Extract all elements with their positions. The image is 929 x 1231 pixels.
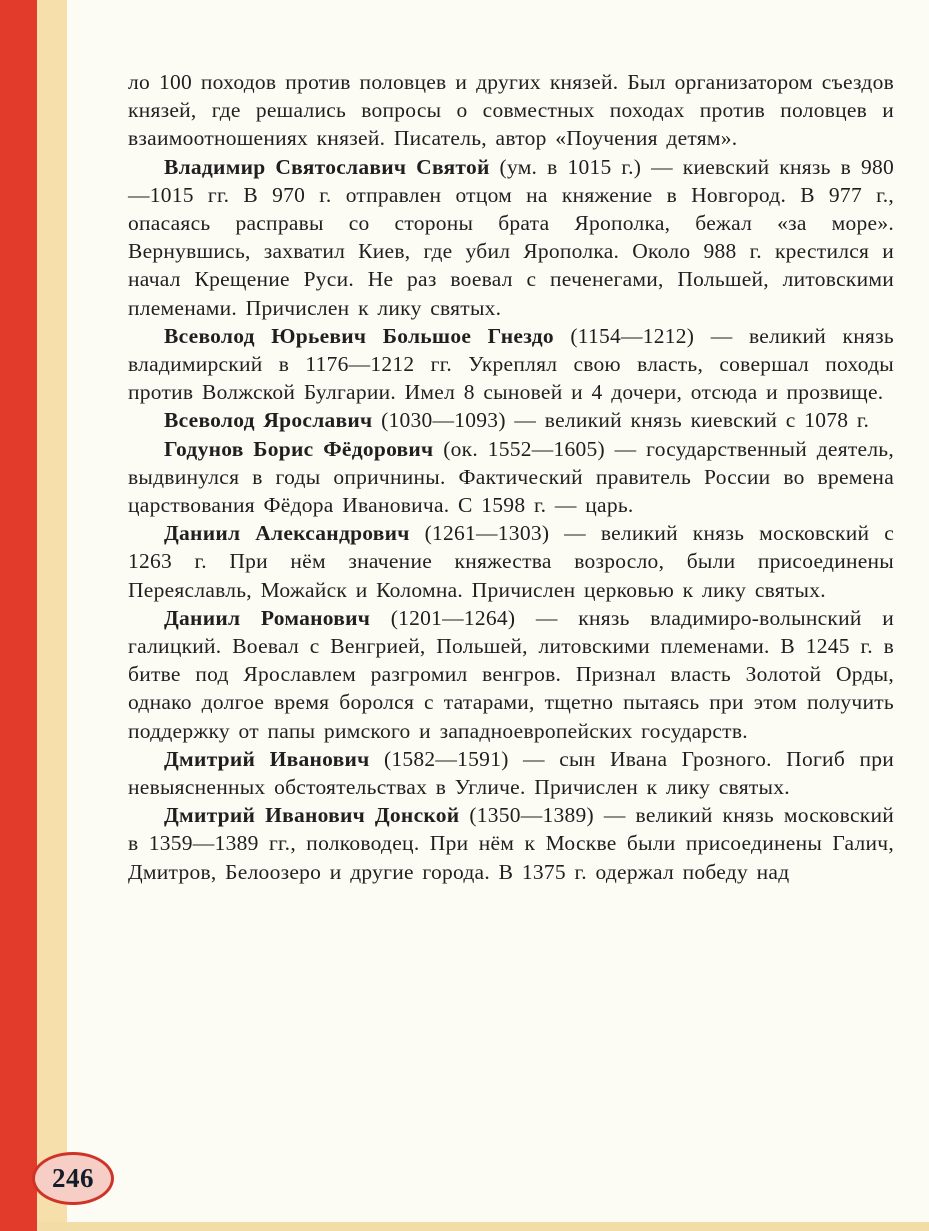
- bottom-cream-band: [37, 1222, 929, 1231]
- entry-name: Всеволод Ярославич: [164, 408, 373, 433]
- entry-text: (1154—1212) — великий князь владимирский в 1176—1212 гг. Укреплял свою власть, совершал походы против Волжской Булгарии. Имел 8 сыновей и 4 дочери, отсюда и прозвище.: [128, 323, 894, 405]
- paragraph-daniil-romanovich: [128, 604, 894, 745]
- page-number: 246: [51, 1163, 95, 1193]
- entry-text: (ок. 1552—1605) — государственный деятель, выдвинулся в годы опричнины. Фактический правитель России во времена царствования Фёдора Ивановича. С 1598 г. — царь.: [128, 436, 894, 518]
- entry-text: (1261—1303) — великий князь московский с 1263 г. При нём значение княжества возросло, были присоединены Переяславль, Можайск и Коломна. Причислен церковью к лику святых.: [128, 521, 894, 602]
- paragraph-dmitry-donskoy: [128, 801, 894, 886]
- entry-name: Дмитрий Иванович Донской: [164, 803, 460, 828]
- entry-text: (1030—1093) — великий князь киевский с 1078 г.: [372, 408, 870, 433]
- entry-name: Даниил Романович: [164, 605, 371, 630]
- entry-name: Всеволод Юрьевич Большое Гнездо: [164, 323, 554, 348]
- left-cream-band: [37, 0, 67, 1231]
- paragraph-dmitry-ivanovich: [128, 745, 894, 801]
- paragraph-continuation: [128, 68, 894, 153]
- paragraph-vladimir-svyatoslavich: [128, 153, 894, 322]
- entry-text: (1201—1264) — князь владимиро-волынский и галицкий. Воевал с Венгрией, Польшей, литовскими племенами. В 1245 г. в битве под Ярославлем разгромил венгров. Признал власть Золотой Орды, однако долгое время боролся с татарами, тщетно пытаясь при этом получить поддержку от папы римского и западноевропейских государств.: [128, 605, 894, 743]
- entry-text: (1350—1389) — великий князь московский в 1359—1389 гг., полководец. При нём к Москве были присоединены Галич, Дмитров, Белоозеро и другие города. В 1375 г. одержал победу над: [128, 803, 894, 884]
- entry-name: Годунов Борис Фёдорович: [164, 436, 434, 461]
- page-number-badge: [32, 1152, 114, 1205]
- dictionary-text-block: [128, 68, 894, 886]
- paragraph-vsevolod-yurievich: [128, 322, 894, 407]
- paragraph-godunov-boris: [128, 435, 894, 520]
- entry-text: (1582—1591) — сын Ивана Грозного. Погиб при невыясненных обстоятельствах в Угличе. Причислен к лику святых.: [128, 746, 894, 800]
- entry-name: Даниил Александрович: [164, 521, 410, 546]
- paragraph-daniil-alexandrovich: [128, 519, 894, 604]
- left-red-band: [0, 0, 37, 1231]
- entry-text: (ум. в 1015 г.) — киевский князь в 980—1015 гг. В 970 г. отправлен отцом на княжение в Новгород. В 977 г., опасаясь расправы со стороны брата Ярополка, бежал «за море». Вернувшись, захватил Киев, где убил Ярополка. Около 988 г. крестился и начал Крещение Руси. Не раз воевал с печенегами, Польшей, литовскими племенами. Причислен к лику святых.: [128, 154, 894, 320]
- entry-name: Дмитрий Иванович: [164, 746, 370, 771]
- entry-name: Владимир Святославич Святой: [164, 154, 490, 179]
- paragraph-vsevolod-yaroslavich: [128, 406, 894, 434]
- entry-text: ло 100 походов против половцев и других князей. Был организатором съездов князей, где решались вопросы о совместных походах против половцев и взаимоотношениях князей. Писатель, автор «Поучения детям».: [128, 70, 894, 151]
